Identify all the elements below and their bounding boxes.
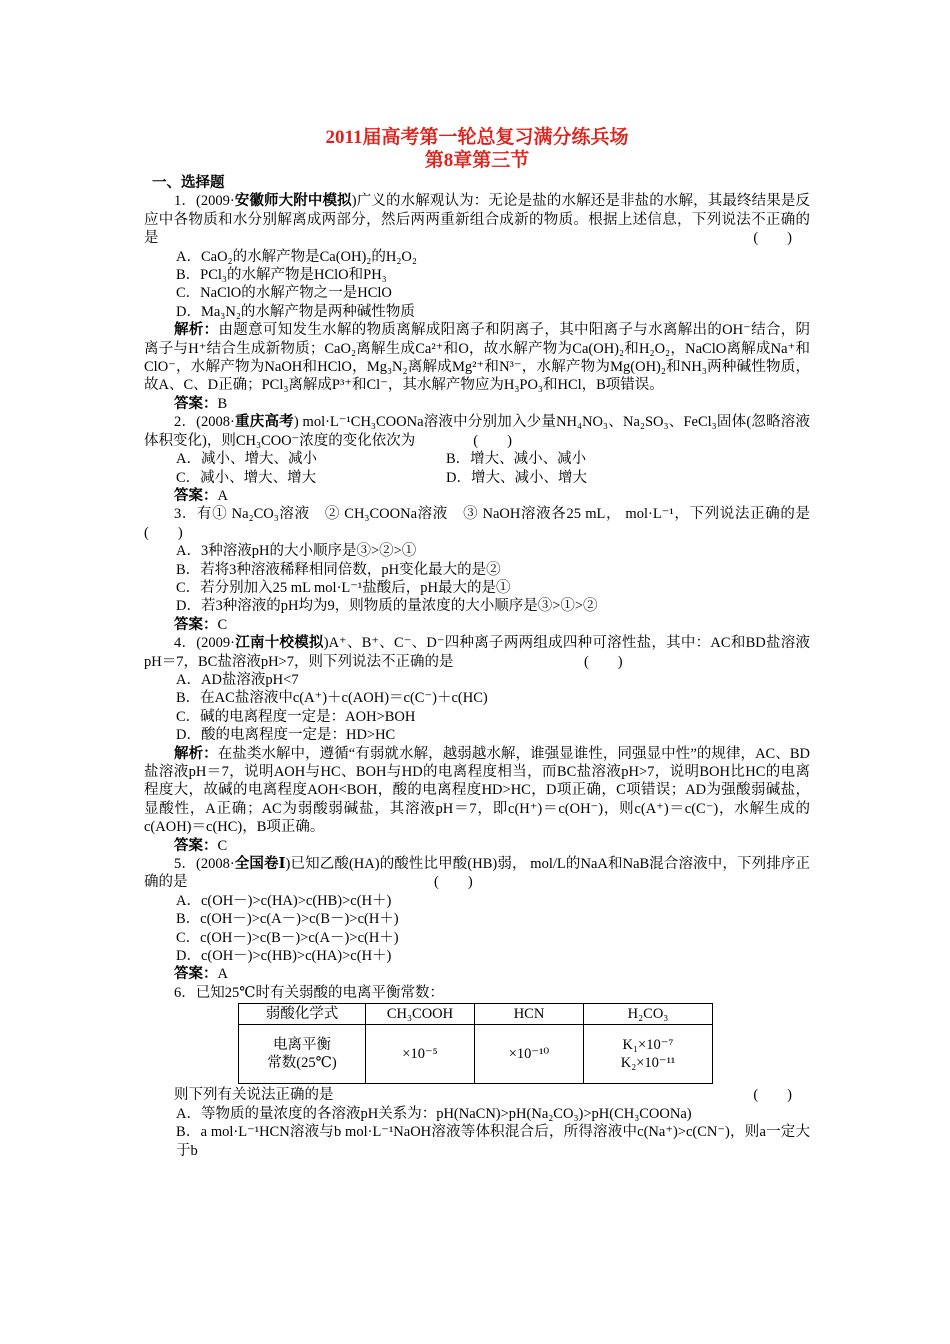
q5-option-a: A．c(OH－)>c(HA)>c(HB)>c(H＋)	[176, 892, 392, 909]
q2-option-a: A．减小、增大、减小	[176, 451, 317, 468]
q1-answer: 答案：B	[174, 395, 228, 412]
q4-analysis: 解析：在盐类水解中，遵循“有弱就水解，越弱越水解，谁强显谁性，同强显中性”的规律，AC、BD盐溶液pH＝7，说明AOH与HC、BOH与HD的电离程度相当，而BC盐溶液pH>7，说明BOH比HC的电离程度大，故碱的电离程度AOH<BOH，酸的电离程度HD>HC，D项正确，C项错误；AD为强酸弱碱盐，显酸性，A正确；AC为弱酸弱碱盐，其溶液pH＝7，即c(H⁺)＝c(OH⁻)，则c(A⁺)＝c(C⁻)，水解生成的c(AOH)＝c(HC)，B项正确。	[144, 745, 811, 836]
q5-source: 全国卷Ⅰ	[234, 856, 286, 873]
q1-option-d: D．Ma₃N₂的水解产物是两种碱性物质	[176, 303, 415, 320]
q3-paren: ( )	[144, 524, 183, 541]
q6-paren: ( )	[753, 1087, 792, 1104]
constants-table	[238, 1003, 713, 1084]
q2-answer: 答案：A	[174, 487, 228, 504]
table-header-formula: 弱酸化学式	[239, 1004, 366, 1025]
q3-answer: 答案：C	[174, 616, 228, 633]
q1-option-b: B．PCl₃的水解产物是HClO和PH₃	[176, 267, 387, 284]
q1-paren: ( )	[753, 230, 792, 247]
q4-option-a: A．AD盐溶液pH<7	[176, 671, 299, 688]
q4-stem: 4．(2009·江南十校模拟)A⁺、B⁺、C⁻、D⁻四种离子两两组成四种可溶性盐，其中：AC和BD盐溶液pH＝7，BC盐溶液pH>7，则下列说法不正确的是 ( )	[144, 635, 811, 670]
doc-title-line2: 第8章第三节	[424, 150, 530, 171]
q2-options-row1	[144, 450, 810, 468]
q5-stem: 5．(2008·全国卷Ⅰ)已知乙酸(HA)的酸性比甲酸(HB)弱， mol/L的NaA和NaB混合溶液中，下列排序正确的是 ( )	[144, 856, 810, 891]
q6-option-b: B．a mol·L⁻¹HCN溶液与b mol·L⁻¹NaOH溶液等体积混合后，所得溶液中c(Na⁺)>c(CN⁻)，则a一定大于b	[176, 1124, 810, 1159]
doc-title-line1: 2011届高考第一轮总复习满分练兵场	[325, 127, 629, 148]
q3-option-d: D．若3种溶液的pH均为9，则物质的量浓度的大小顺序是③>①>②	[176, 598, 598, 615]
q6-option-a: A．等物质的量浓度的各溶液pH关系为：pH(NaCN)>pH(Na₂CO₃)>pH(CH₃COONa)	[176, 1105, 692, 1122]
table-header-ch3cooh: CH₃COOH	[366, 1004, 475, 1025]
q6-stem2: 则下列有关说法正确的是 ( )	[174, 1087, 792, 1104]
q4-option-d: D．酸的电离程度一定是：HD>HC	[176, 727, 396, 744]
section-heading: 一、选择题	[152, 175, 225, 191]
q2-source: 重庆高考	[234, 414, 294, 431]
q5-option-b: B．c(OH－)>c(A－)>c(B－)>c(H＋)	[176, 911, 399, 928]
table-header-hcn: HCN	[475, 1004, 584, 1025]
q3-stem: 3．有① Na₂CO₃溶液 ② CH₃COONa溶液 ③ NaOH溶液各25 mL， mol·L⁻¹，下列说法正确的是 ( )	[144, 506, 810, 541]
table-cell-ch3cooh: ×10⁻⁵	[366, 1025, 475, 1084]
q1-source: 安徽师大附中模拟	[234, 193, 352, 210]
q1-analysis: 解析：由题意可知发生水解的物质离解成阳离子和阴离子，其中阳离子与水离解出的OH⁻结合，阴离子与H⁺结合生成新物质；CaO₂离解生成Ca²⁺和O，故水解产物为Ca(OH)₂和H₂O₂，NaClO离解成Na⁺和ClO⁻，水解产物为NaOH和HClO，Mg₃N₂离解成Mg²⁺和N³⁻，水解产物为Mg(OH)₂和NH₃两种碱性物质，故A、C、D正确；PCl₃离解成P³⁺和Cl⁻，其水解产物应为H₃PO₃和HCl，B项错误。	[144, 322, 811, 394]
q4-option-b: B．在AC盐溶液中c(A⁺)＋c(AOH)＝c(C⁻)＋c(HC)	[176, 690, 488, 707]
q2-options-row2	[144, 469, 810, 487]
q2-stem: 2．(2008·重庆高考) mol·L⁻¹CH₃COONa溶液中分别加入少量NH₄NO₃、Na₂SO₃、FeCl₃固体(忽略溶液体积变化)，则CH₃COO⁻浓度的变化依次为 ( )	[144, 414, 810, 449]
q5-option-c: C．c(OH－)>c(B－)>c(A－)>c(H＋)	[176, 929, 399, 946]
table-row-label: 电离平衡 常数(25℃)	[239, 1025, 366, 1084]
q5-paren: ( )	[434, 874, 473, 891]
q5-option-d: D．c(OH－)>c(HB)>c(HA)>c(H＋)	[176, 948, 392, 965]
q2-paren: ( )	[473, 432, 512, 449]
q3-option-b: B．若将3种溶液稀释相同倍数，pH变化最大的是②	[176, 561, 501, 578]
table-cell-hcn: ×10⁻¹⁰	[475, 1025, 584, 1084]
q4-source: 江南十校模拟	[234, 635, 324, 652]
table-cell-h2co3: K₁×10⁻⁷ K₂×10⁻¹¹	[584, 1025, 713, 1084]
q2-option-c: C．减小、增大、增大	[176, 469, 317, 486]
q3-option-a: A．3种溶液pH的大小顺序是③>②>①	[176, 543, 417, 560]
table-header-h2co3: H₂CO₃	[584, 1004, 713, 1025]
q3-option-c: C．若分别加入25 mL mol·L⁻¹盐酸后，pH最大的是①	[176, 579, 511, 596]
q1-option-a: A．CaO₂的水解产物是Ca(OH)₂的H₂O₂	[176, 248, 417, 265]
document-page	[144, 126, 810, 1160]
q4-answer: 答案：C	[174, 837, 228, 854]
q6-stem: 6．已知25℃时有关弱酸的电离平衡常数：	[174, 984, 444, 1001]
q1-stem: 1．(2009·安徽师大附中模拟)广义的水解观认为：无论是盐的水解还是非盐的水解，其最终结果是反应中各物质和水分别解离成两部分，然后两两重新组合成新的物质。根据上述信息，下列说法不正确的是 ( )	[144, 193, 810, 247]
q2-option-d: D．增大、减小、增大	[446, 469, 587, 486]
q1-option-c: C．NaClO的水解产物之一是HClO	[176, 285, 392, 302]
q2-option-b: B．增大、减小、减小	[446, 451, 587, 468]
q4-paren: ( )	[583, 653, 623, 670]
q5-answer: 答案：A	[174, 966, 228, 983]
q4-option-c: C．碱的电离程度一定是：AOH>BOH	[176, 708, 416, 725]
